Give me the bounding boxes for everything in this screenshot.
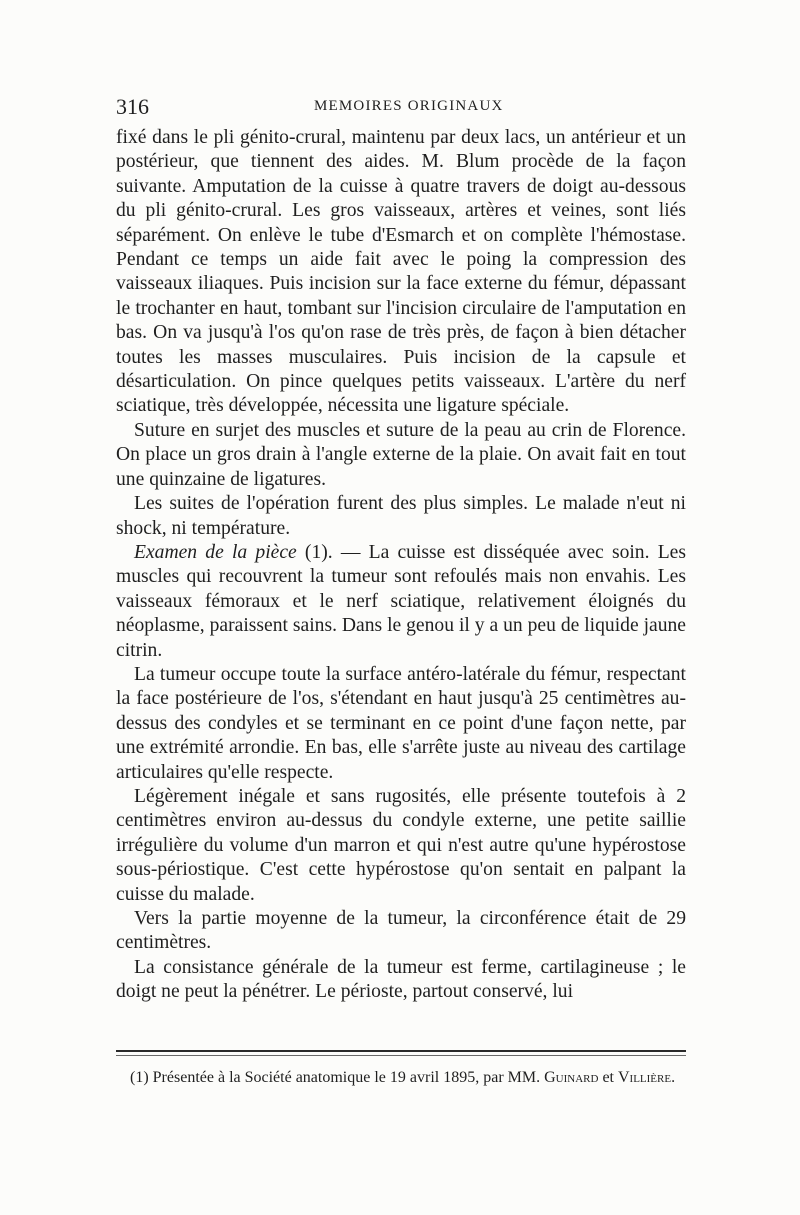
- running-head: MEMOIRES ORIGINAUX: [314, 98, 504, 114]
- paragraph-hyperostose: Légèrement inégale et sans rugosités, elle présente toutefois à 2 centimètres environ au-dessus du condyle externe, une petite saillie irrégulière du volume d'un marron et qui n'est autre qu'une hypérostose sous-périostique. C'est cette hypérostose qu'on sentait en palpant la cuisse du malade.: [116, 785, 686, 905]
- paragraph-operation: fixé dans le pli génito-crural, maintenu par deux lacs, un antérieur et un postérieur, que tiennent des aides. M. Blum procède de la façon suivante. Amputation de la cuisse à quatre travers de doigt au-dessous du pli génito-crural. Les gros vaisseaux, artères et veines, sont liés séparément. On enlève le tube d'Esmarch et on complète l'hémostase. Pendant ce temps un aide fait avec le poing la compression des vaisseaux iliaques. Puis incision sur la face externe du fémur, dépassant le trochanter en haut, tombant sur l'incision circulaire de l'amputation en bas. On va jusqu'à l'os qu'on rase de très près, de façon à bien détacher toutes les masses musculaires. Puis incision de la capsule et désarticulation. On pince quelques petits vaisseaux. L'artère du nerf sciatique, très développée, nécessita une ligature spéciale.: [116, 127, 686, 417]
- examen-title: Examen de la pièce: [134, 541, 297, 563]
- body-text: [116, 126, 686, 1005]
- page-number: 316: [116, 94, 149, 119]
- footnote-reference: (1).: [304, 541, 333, 563]
- footnote-separator: [116, 1050, 686, 1052]
- paragraph-consistance: La consistance générale de la tumeur est ferme, cartilagineuse ; le doigt ne peut la pénétrer. Le périoste, partout conservé, lui: [116, 956, 686, 1003]
- paragraph-suites: Les suites de l'opération furent des plus simples. Le malade n'eut ni shock, ni température.: [116, 493, 686, 539]
- footnote-conjunction: et: [598, 1069, 618, 1086]
- author-name-guinard: Guinard: [544, 1069, 599, 1086]
- footnote: [116, 1066, 686, 1090]
- paragraph-suture: Suture en surjet des muscles et suture de la peau au crin de Florence. On place un gros drain à l'angle externe de la plaie. On avait fait en tout une quinzaine de ligatures.: [116, 419, 686, 490]
- paragraph-tumeur: La tumeur occupe toute la surface antéro-latérale du fémur, respectant la face postérieure de l'os, s'étendant en haut jusqu'à 25 centimètres au-dessus des condyles et se terminant en ce point d'une façon nette, par une extrémité arrondie. En bas, elle s'arrête juste au niveau des cartilage articulaires qu'elle respecte.: [116, 663, 686, 783]
- author-name-villiere: Villière: [617, 1069, 672, 1086]
- footnote-end: .: [671, 1069, 676, 1086]
- footnote-text: [116, 1066, 686, 1090]
- paragraph-examen: [116, 541, 686, 663]
- footnote-separator-thin: [116, 1055, 686, 1056]
- page-header: [116, 94, 686, 124]
- paragraph-circonference: Vers la partie moyenne de la tumeur, la circonférence était de 29 centimètres.: [116, 908, 686, 954]
- examen-text: — La cuisse est disséquée avec soin. Les muscles qui recouvrent la tumeur sont refoulés mais non envahis. Les vaisseaux fémoraux et le nerf sciatique, relativement éloignés du néoplasme, paraissent sains. Dans le genou il y a un peu de liquide jaune citrin.: [116, 541, 686, 661]
- footnote-body: (1) Présentée à la Société anatomique le 19 avril 1895, par MM.: [130, 1069, 545, 1086]
